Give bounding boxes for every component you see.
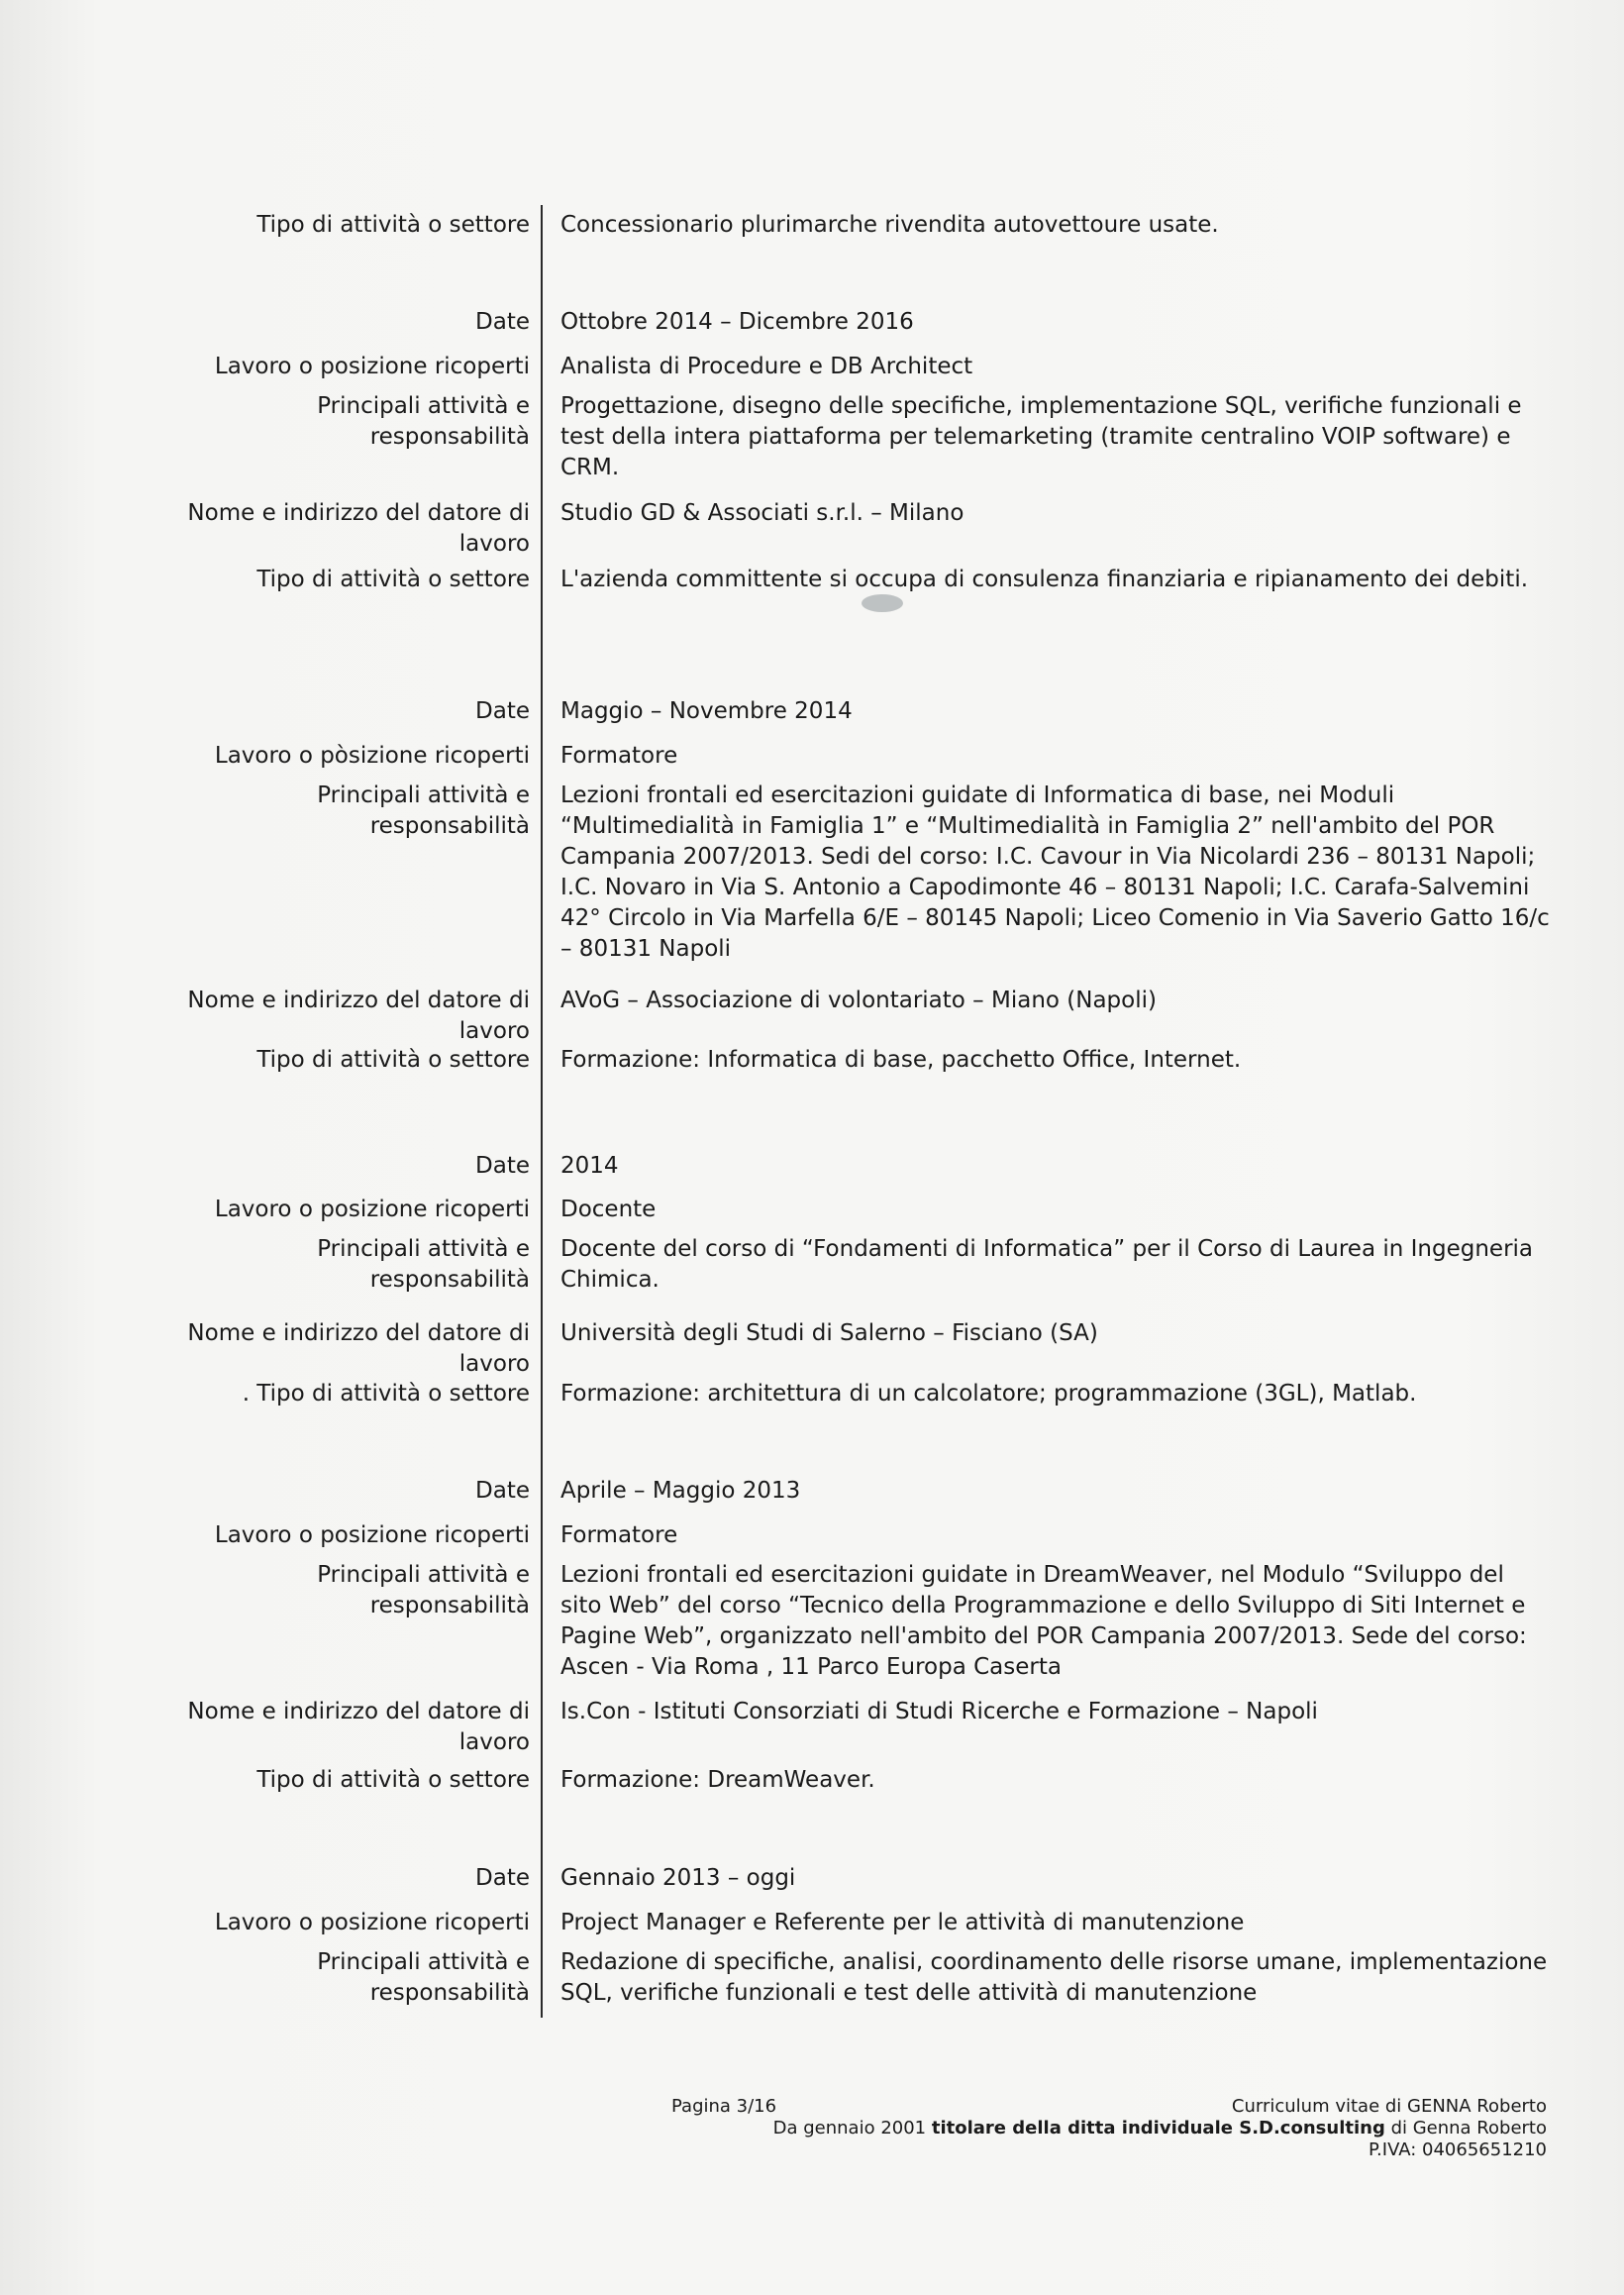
footer-company-name: titolare della ditta individuale S.D.consulting bbox=[931, 2118, 1385, 2139]
row-value: Formatore bbox=[560, 743, 678, 769]
row-label: Principali attività e responsabilità bbox=[317, 393, 530, 450]
row-value: Progettazione, disegno delle specifiche, implementazione SQL, verifiche funzionali e test della intera piattaforma per telemarketing (tramite centralino VOIP software) e CRM. bbox=[560, 393, 1522, 480]
row-label: Nome e indirizzo del datore di lavoro bbox=[187, 1320, 530, 1377]
row-label: Lavoro o pòsizione ricoperti bbox=[214, 743, 530, 769]
footer-info bbox=[656, 2096, 1547, 2161]
column-divider bbox=[541, 205, 543, 2018]
row-label: Principali attività e responsabilità bbox=[317, 1949, 530, 2006]
page-number: Pagina 3/16 bbox=[671, 2096, 777, 2117]
row-label: Lavoro o posizione ricoperti bbox=[214, 1197, 530, 1222]
row-label: Nome e indirizzo del datore di lavoro bbox=[187, 500, 530, 557]
row-value: Aprile – Maggio 2013 bbox=[560, 1478, 801, 1504]
row-value: Lezioni frontali ed esercitazioni guidate di Informatica di base, nei Moduli “Multimedialità in Famiglia 1” e “Multimedialità in Famiglia 2” nell'ambito del POR Campania 2007/2013. Sedi del corso: I.C. Cavour in Via Nicolardi 236 – 80131 Napoli; I.C. Novaro in Via S. Antonio a Capodimonte 46 – 80131 Napoli; I.C. Carafa-Salvemini 42° Circolo in Via Marfella 6/E – 80145 Napoli; Liceo Comenio in Via Saverio Gatto 16/c – 80131 Napoli bbox=[560, 782, 1550, 962]
row-label: Lavoro o posizione ricoperti bbox=[214, 1522, 530, 1548]
row-value: Analista di Procedure e DB Architect bbox=[560, 354, 973, 379]
row-value: Gennaio 2013 – oggi bbox=[560, 1865, 796, 1891]
row-value: Docente bbox=[560, 1197, 657, 1222]
row-value: Maggio – Novembre 2014 bbox=[560, 698, 853, 724]
row-value: Studio GD & Associati s.r.l. – Milano bbox=[560, 500, 964, 526]
row-label: Date bbox=[475, 698, 530, 724]
row-label: Principali attività e responsabilità bbox=[317, 782, 530, 839]
row-value: Lezioni frontali ed esercitazioni guidate in DreamWeaver, nel Modulo “Sviluppo del sito Web” del corso “Tecnico della Programmazione e dello Sviluppo di Siti Internet e Pagine Web”, organizzato nell'ambito del POR Campania 2007/2013. Sede del corso: Ascen - Via Roma , 11 Parco Europa Caserta bbox=[560, 1562, 1527, 1680]
row-value: Università degli Studi di Salerno – Fisciano (SA) bbox=[560, 1320, 1098, 1346]
row-label: Tipo di attività o settore bbox=[256, 1767, 530, 1793]
row-label: Principali attività e responsabilità bbox=[317, 1236, 530, 1293]
row-label: Lavoro o posizione ricoperti bbox=[214, 1910, 530, 1935]
row-value: L'azienda committente si occupa di consulenza finanziaria e ripianamento dei debiti. bbox=[560, 567, 1529, 592]
footer-vat: P.IVA: 04065651210 bbox=[1369, 2139, 1547, 2160]
row-value: Project Manager e Referente per le attività di manutenzione bbox=[560, 1910, 1245, 1935]
row-value: Formazione: architettura di un calcolatore; programmazione (3GL), Matlab. bbox=[560, 1381, 1417, 1407]
row-label: Nome e indirizzo del datore di lavoro bbox=[187, 988, 530, 1044]
row-label: Tipo di attività o settore bbox=[256, 212, 530, 238]
row-value: Formazione: Informatica di base, pacchetto Office, Internet. bbox=[560, 1047, 1242, 1073]
row-label: Date bbox=[475, 1153, 530, 1179]
row-label: Tipo di attività o settore bbox=[256, 1047, 530, 1073]
row-label: Principali attività e responsabilità bbox=[317, 1562, 530, 1618]
row-value: Docente del corso di “Fondamenti di Informatica” per il Corso di Laurea in Ingegneria Chimica. bbox=[560, 1236, 1534, 1293]
row-label: Tipo di attività o settore bbox=[256, 567, 530, 592]
row-value: Ottobre 2014 – Dicembre 2016 bbox=[560, 309, 914, 335]
footer-company-line: Da gennaio 2001 titolare della ditta individuale S.D.consulting di Genna Roberto bbox=[772, 2118, 1547, 2139]
row-value: 2014 bbox=[560, 1153, 619, 1179]
row-value: AVoG – Associazione di volontariato – Miano (Napoli) bbox=[560, 988, 1157, 1013]
row-label: Date bbox=[475, 1478, 530, 1504]
row-label: Date bbox=[475, 1865, 530, 1891]
row-value: Redazione di specifiche, analisi, coordinamento delle risorse umane, implementazione SQL, verifiche funzionali e test delle attività di manutenzione bbox=[560, 1949, 1548, 2006]
row-value: Formazione: DreamWeaver. bbox=[560, 1767, 875, 1793]
ink-smudge bbox=[862, 594, 903, 612]
row-label: Nome e indirizzo del datore di lavoro bbox=[187, 1699, 530, 1755]
footer-cv-title: Curriculum vitae di GENNA Roberto bbox=[1231, 2096, 1547, 2117]
row-value: Is.Con - Istituti Consorziati di Studi Ricerche e Formazione – Napoli bbox=[560, 1699, 1318, 1724]
row-value: Formatore bbox=[560, 1522, 678, 1548]
row-label: Lavoro o posizione ricoperti bbox=[214, 354, 530, 379]
row-value: Concessionario plurimarche rivendita autovettoure usate. bbox=[560, 212, 1219, 238]
row-label: . Tipo di attività o settore bbox=[242, 1381, 530, 1407]
row-label: Date bbox=[475, 309, 530, 335]
